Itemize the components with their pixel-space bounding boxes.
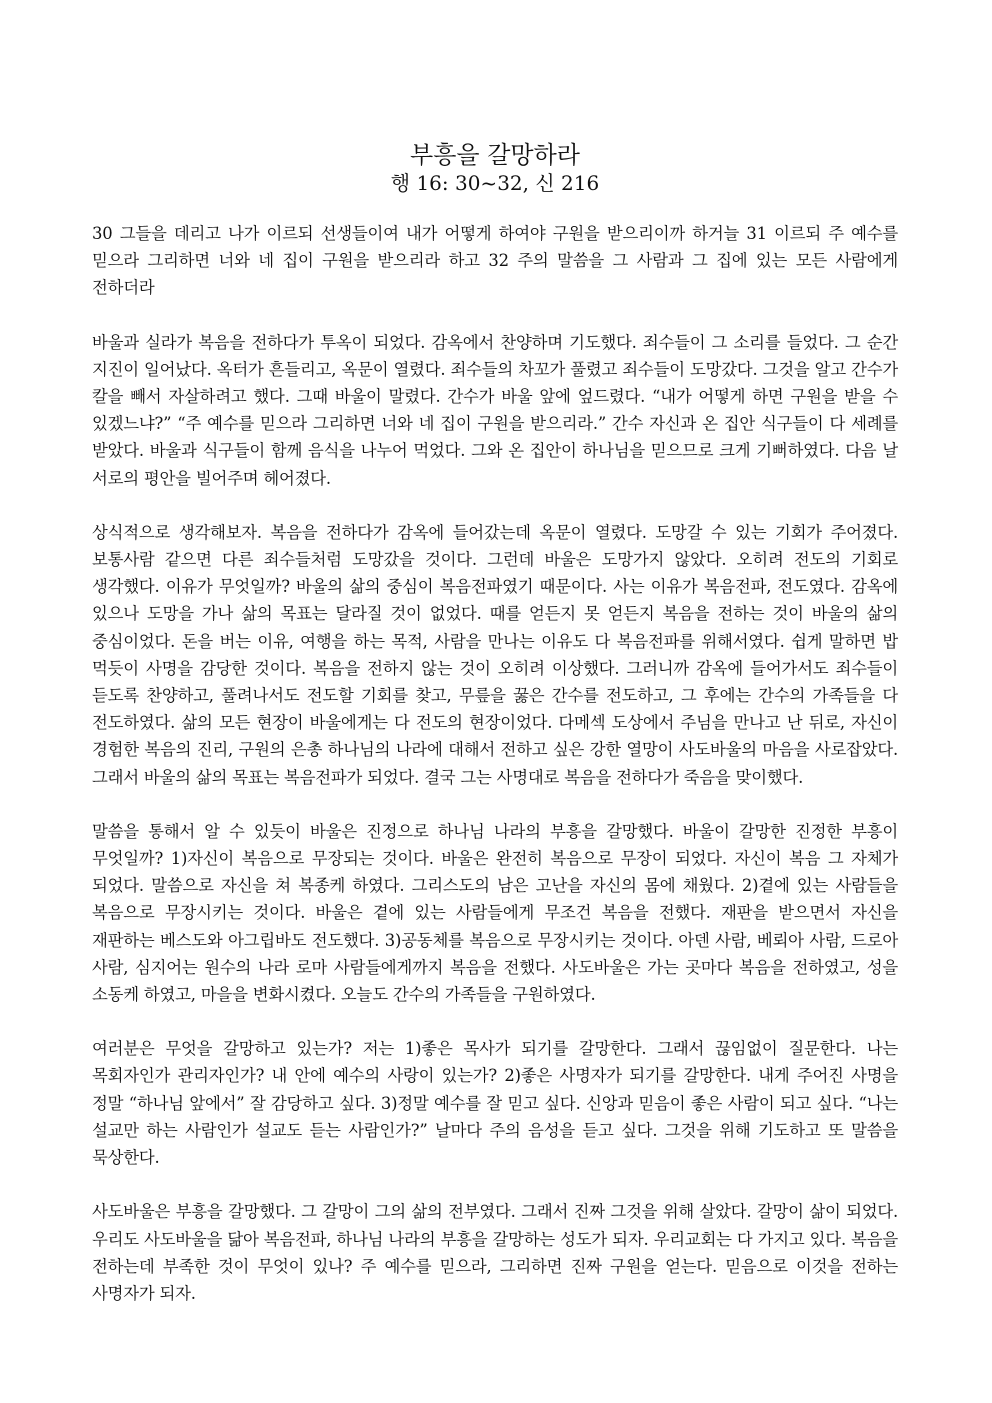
body-paragraph: 여러분은 무엇을 갈망하고 있는가? 저는 1)좋은 목사가 되기를 갈망한다. 그래서 끊임없이 질문한다. 나는 목회자인가 관리자인가? 내 안에 예수의 사랑이 있는가? 2)좋은 사명자가 되기를 갈망한다. 내게 주어진 사명을 정말 “하나님 앞에서” 잘 감당하고 싶다. 3)정말 예수를 잘 믿고 싶다. 신앙과 믿음이 좋은 사람이 되고 싶다. “나는 설교만 하는 사람인가 설교도 듣는 사람인가?” 날마다 주의 음성을 듣고 싶다. 그것을 위해 기도하고 또 말씀을 묵상한다. — [92, 1039, 898, 1168]
body-paragraph: 사도바울은 부흥을 갈망했다. 그 갈망이 그의 삶의 전부였다. 그래서 진짜 그것을 위해 살았다. 갈망이 삶이 되었다. 우리도 사도바울을 닮아 복음전파, 하나님 나라의 부흥을 갈망하는 성도가 되자. 우리교회는 다 가지고 있다. 복음을 전하는데 부족한 것이 무엇이 있나? 주 예수를 믿으라, 그리하면 진짜 구원을 얻는다. 믿음으로 이것을 전하는 사명자가 되자. — [92, 1202, 898, 1303]
title-block — [92, 140, 898, 196]
body-paragraph: 상식적으로 생각해보자. 복음을 전하다가 감옥에 들어갔는데 옥문이 열렸다. 도망갈 수 있는 기회가 주어졌다. 보통사람 같으면 다른 죄수들처럼 도망갔을 것이다. 그런데 바울은 도망가지 않았다. 오히려 전도의 기회로 생각했다. 이유가 무엇일까? 바울의 삶의 중심이 복음전파였기 때문이다. 사는 이유가 복음전파, 전도였다. 감옥에 있으나 도망을 가나 삶의 목표는 달라질 것이 없었다. 때를 얻든지 못 얻든지 복음을 전하는 것이 바울의 삶의 중심이었다. 돈을 버는 이유, 여행을 하는 목적, 사람을 만나는 이유도 다 복음전파를 위해서였다. 쉽게 말하면 밥 먹듯이 사명을 감당한 것이다. 복음을 전하지 않는 것이 오히려 이상했다. 그러니까 감옥에 들어가서도 죄수들이 듣도록 찬양하고, 풀려나서도 전도할 기회를 찾고, 무릎을 꿇은 간수를 전도하고, 그 후에는 간수의 가족들을 다 전도하였다. 삶의 모든 현장이 바울에게는 다 전도의 현장이었다. 다메섹 도상에서 주님을 만나고 난 뒤로, 자신이 경험한 복음의 진리, 구원의 은총 하나님의 나라에 대해서 전하고 싶은 강한 열망이 사도바울의 마음을 사로잡았다. 그래서 바울의 삶의 목표는 복음전파가 되었다. 결국 그는 사명대로 복음을 전하다가 죽음을 맞이했다. — [92, 522, 898, 787]
body-paragraph: 말씀을 통해서 알 수 있듯이 바울은 진정으로 하나님 나라의 부흥을 갈망했다. 바울이 갈망한 진정한 부흥이 무엇일까? 1)자신이 복음으로 무장되는 것이다. 바울은 완전히 복음으로 무장이 되었다. 자신이 복음 그 자체가 되었다. 말씀으로 자신을 쳐 복종케 하였다. 그리스도의 남은 고난을 자신의 몸에 채웠다. 2)곁에 있는 사람들을 복음으로 무장시키는 것이다. 바울은 곁에 있는 사람들에게 무조건 복음을 전했다. 재판을 받으면서 자신을 재판하는 베스도와 아그립바도 전도했다. 3)공동체를 복음으로 무장시키는 것이다. 아덴 사람, 베뢰아 사람, 드로아 사람, 심지어는 원수의 나라 로마 사람들에게까지 복음을 전했다. 사도바울은 가는 곳마다 복음을 전하였고, 성을 소동케 하였고, 마을을 변화시켰다. 오늘도 간수의 가족들을 구원하였다. — [92, 821, 898, 1005]
scripture-passage: 30 그들을 데리고 나가 이르되 선생들이여 내가 어떻게 하여야 구원을 받으리이까 하거늘 31 이르되 주 예수를 믿으라 그리하면 너와 네 집이 구원을 받으리라 하고 32 주의 말씀을 그 사람과 그 집에 있는 모든 사람에게 전하더라 — [92, 224, 898, 298]
scripture-reference: 행 16: 30~32, 신 216 — [390, 171, 600, 195]
sermon-title: 부흥을 갈망하라 — [410, 141, 580, 169]
body-paragraph: 바울과 실라가 복음을 전하다가 투옥이 되었다. 감옥에서 찬양하며 기도했다. 죄수들이 그 소리를 들었다. 그 순간 지진이 일어났다. 옥터가 흔들리고, 옥문이 열렸다. 죄수들의 차꼬가 풀렸고 죄수들이 도망갔다. 그것을 알고 간수가 칼을 빼서 자살하려고 했다. 그때 바울이 말렸다. 간수가 바울 앞에 엎드렸다. “내가 어떻게 하면 구원을 받을 수 있겠느냐?” “주 예수를 믿으라 그리하면 너와 네 집이 구원을 받으리라.” 간수 자신과 온 집안 식구들이 다 세례를 받았다. 바울과 식구들이 함께 음식을 나누어 먹었다. 그와 온 집안이 하나님을 믿으므로 크게 기뻐하였다. 다음 날 서로의 평안을 빌어주며 헤어졌다. — [92, 332, 898, 488]
document-page — [92, 140, 898, 1334]
